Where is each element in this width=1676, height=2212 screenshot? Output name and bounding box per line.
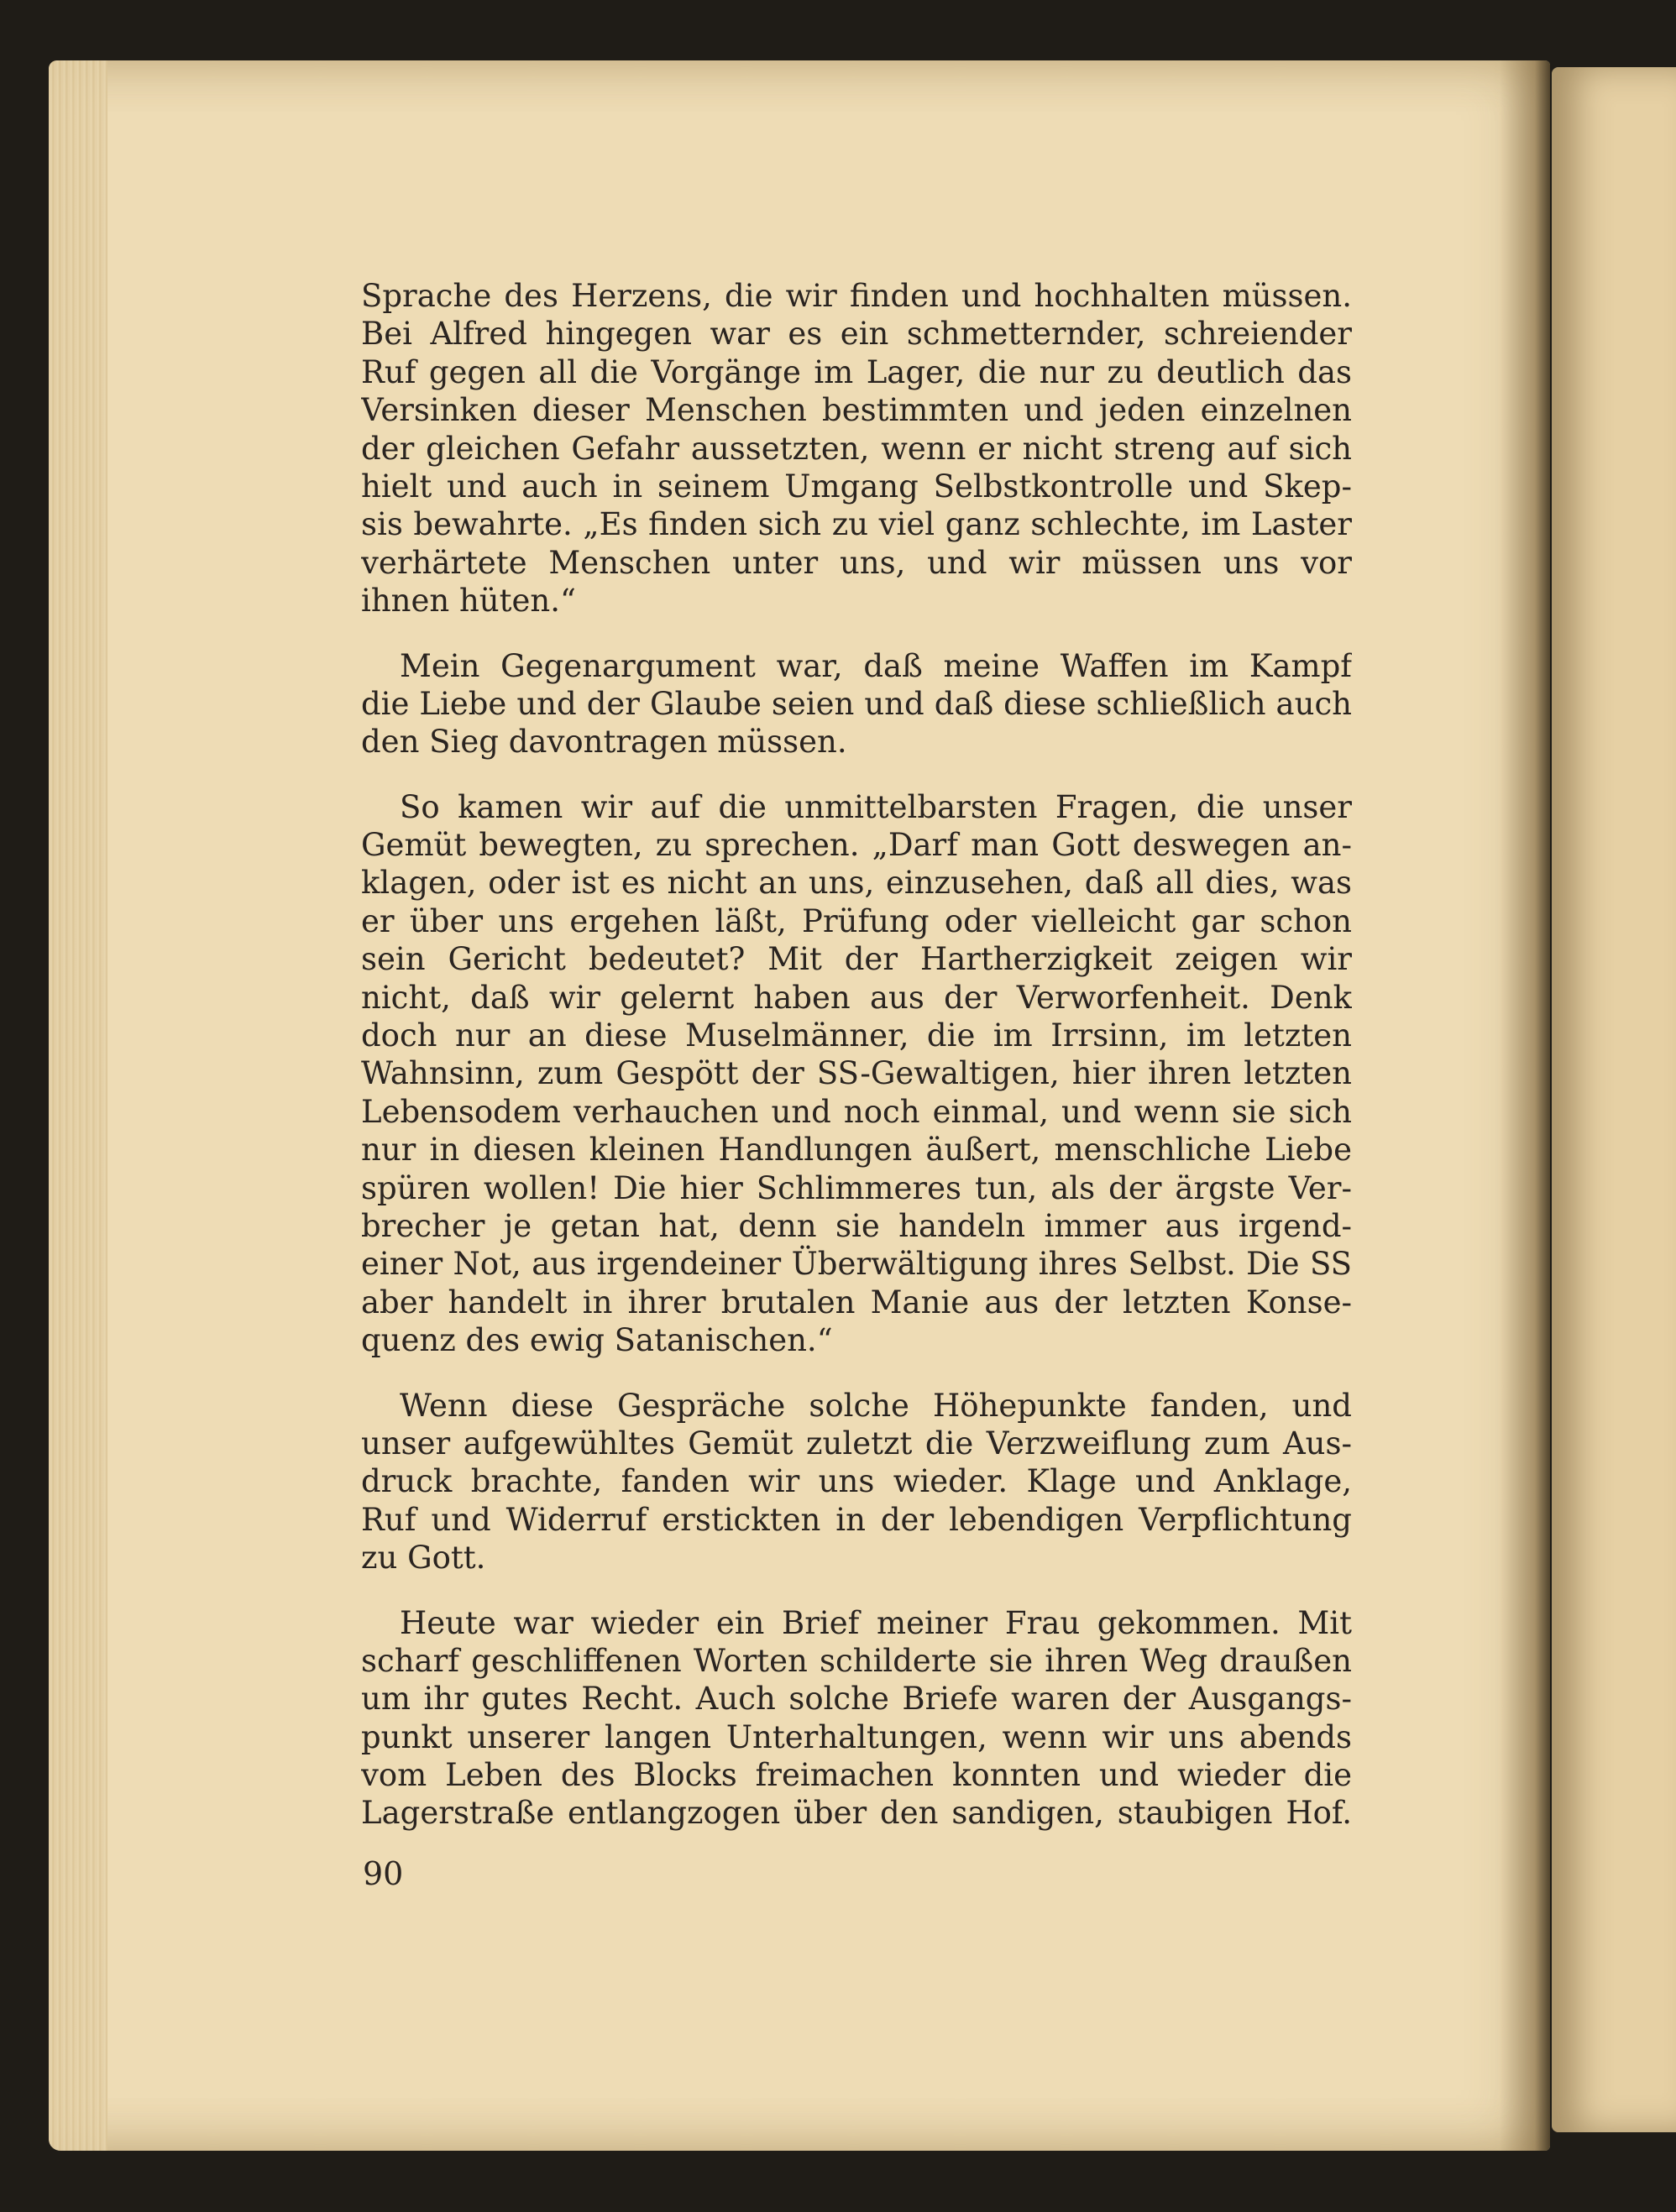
text-line: sis bewahrte. „Es finden sich zu viel ganz schlechte, im Laster [361,506,1352,543]
text-line: unser aufgewühltes Gemüt zuletzt die Verzweiflung zum Aus- [361,1425,1352,1462]
text-line: Wenn diese Gespräche solche Höhepunkte fanden, und [400,1387,1352,1424]
text-line: punkt unserer langen Unterhaltungen, wenn wir uns abends [361,1718,1352,1755]
text-line: um ihr gutes Recht. Auch solche Briefe waren der Ausgangs- [361,1681,1352,1718]
text-line: Bei Alfred hingegen war es ein schmetternder, schreiender [361,316,1352,353]
text-line: Mein Gegenargument war, daß meine Waffen im Kampf [400,647,1352,684]
text-line: Lagerstraße entlangzogen über den sandigen, staubigen Hof. [361,1795,1352,1832]
facing-page-edge [1552,67,1676,2132]
paragraph-1 [361,277,1352,620]
text-line: Heute war wieder ein Brief meiner Frau gekommen. Mit [400,1604,1352,1641]
paragraph-5 [361,1604,1352,1833]
text-line: aber handelt in ihrer brutalen Manie aus der letzten Konse- [361,1284,1352,1320]
page-stack-edges [49,60,107,2151]
text-line: quenz des ewig Satanischen.“ [361,1322,833,1359]
page-number: 90 [363,1855,404,1892]
text-line: hielt und auch in seinem Umgang Selbstkontrolle und Skep- [361,468,1352,505]
text-line: er über uns ergehen läßt, Prüfung oder vielleicht gar schon [361,902,1352,939]
text-line: Lebensodem verhauchen und noch einmal, und wenn sie sich [361,1093,1352,1130]
paragraph-3 [361,788,1352,1360]
text-line: Sprache des Herzens, die wir finden und hochhalten müssen. [361,278,1352,314]
text-line: einer Not, aus irgendeiner Überwältigung ihres Selbst. Die SS [361,1246,1352,1283]
text-line: spüren wollen! Die hier Schlimmeres tun, als der ärgste Ver- [361,1169,1352,1206]
text-line: verhärtete Menschen unter uns, und wir müssen uns vor [361,544,1352,581]
paragraph-2 [361,647,1352,761]
text-line: Ruf und Widerruf erstickten in der lebendigen Verpflichtung [361,1501,1352,1538]
text-line: druck brachte, fanden wir uns wieder. Klage und Anklage, [361,1463,1352,1500]
text-line: Ruf gegen all die Vorgänge im Lager, die nur zu deutlich das [361,353,1352,390]
text-line: brecher je getan hat, denn sie handeln immer aus irgend- [361,1207,1352,1244]
text-line: vom Leben des Blocks freimachen konnten und wieder die [361,1757,1352,1794]
paragraph-4 [361,1387,1352,1577]
text-line: nicht, daß wir gelernt haben aus der Verworfenheit. Denk [361,979,1352,1016]
text-line: klagen, oder ist es nicht an uns, einzusehen, daß all dies, was [361,865,1352,902]
text-line: scharf geschliffenen Worten schilderte sie ihren Weg draußen [361,1642,1352,1679]
text-line: doch nur an diese Muselmänner, die im Irrsinn, im letzten [361,1017,1352,1054]
text-line: Versinken dieser Menschen bestimmten und jeden einzelnen [361,392,1352,429]
text-line: ihnen hüten.“ [361,583,576,620]
body-text [361,277,1352,1859]
text-line: nur in diesen kleinen Handlungen äußert, menschliche Liebe [361,1132,1352,1169]
text-line: sein Gericht bedeutet? Mit der Hartherzigkeit zeigen wir [361,941,1352,978]
text-line: den Sieg davontragen müssen. [361,724,847,761]
text-line: die Liebe und der Glaube seien und daß diese schließlich auch [361,685,1352,722]
text-line: der gleichen Gefahr aussetzten, wenn er nicht streng auf sich [361,430,1352,467]
text-line: Wahnsinn, zum Gespött der SS-Gewaltigen, hier ihren letzten [361,1055,1352,1092]
binding-gutter [1500,60,1550,2151]
text-line: zu Gott. [361,1540,486,1577]
text-line: So kamen wir auf die unmittelbarsten Fragen, die unser [400,788,1352,825]
text-line: Gemüt bewegten, zu sprechen. „Darf man Gott deswegen an- [361,827,1352,864]
